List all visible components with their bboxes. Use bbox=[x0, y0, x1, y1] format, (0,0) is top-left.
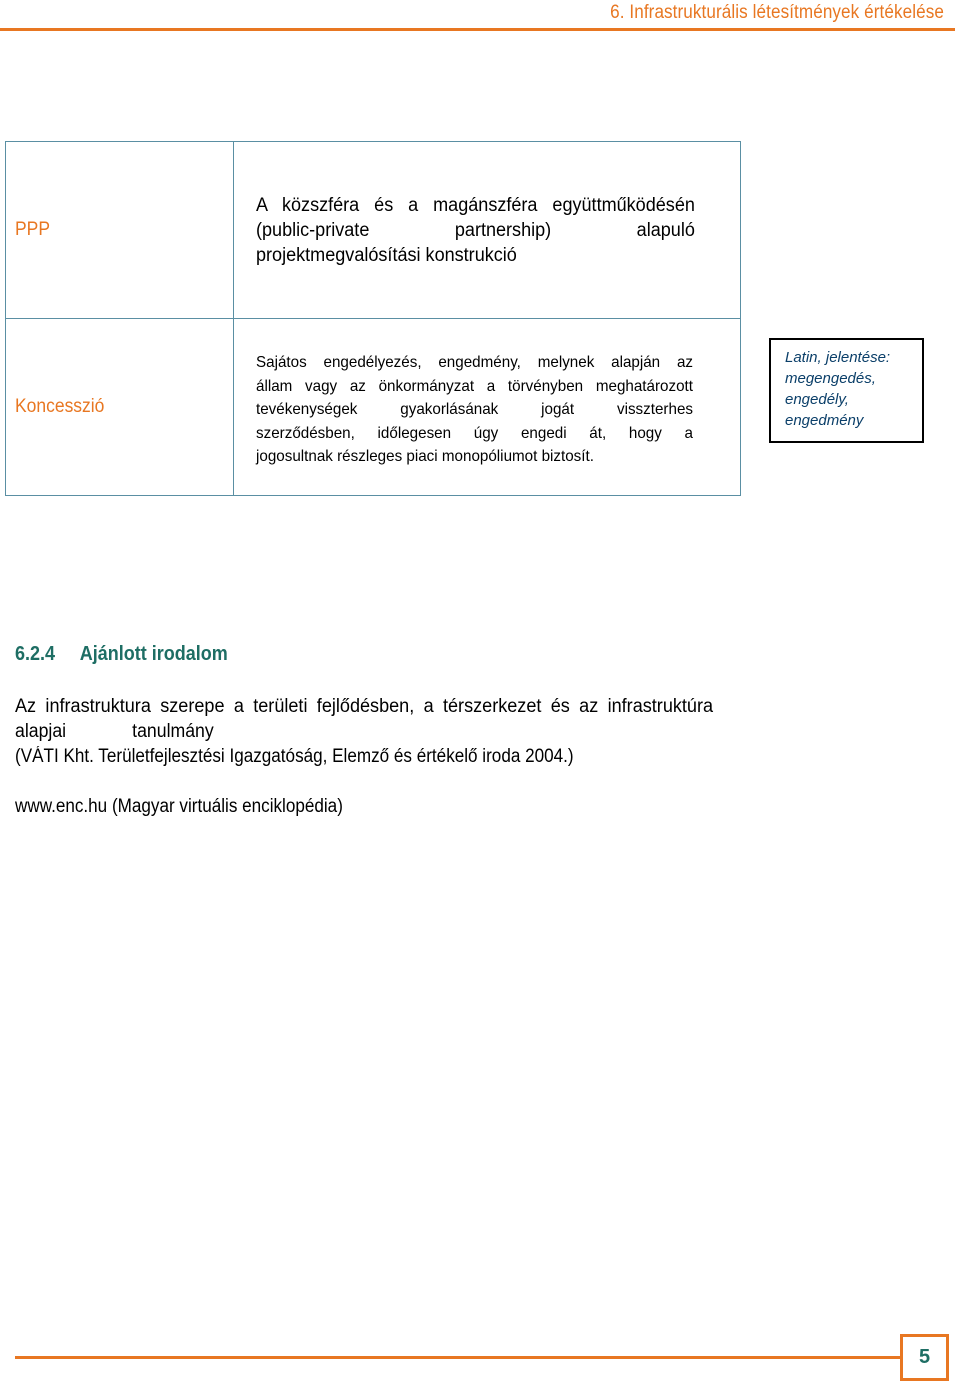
glossary-row bbox=[6, 142, 741, 319]
definition-line: Sajátos engedélyezés, engedmény, melynek alapján az bbox=[256, 354, 693, 372]
definition-line: szerződésben, időlegesen úgy engedi át, hogy a bbox=[256, 424, 693, 442]
definition-line: jogosultnak részleges piaci monopóliumot biztosít. bbox=[256, 448, 594, 466]
margin-note-line: engedmény bbox=[785, 412, 864, 429]
literature-entry-line: (VÁTI Kht. Területfejlesztési Igazgatóság, Elemző és értékelő iroda 2004.) bbox=[15, 746, 574, 767]
glossary-definition bbox=[256, 345, 693, 469]
glossary-definition bbox=[256, 193, 695, 268]
section-number: 6.2.4 bbox=[15, 643, 56, 665]
header-divider bbox=[0, 28, 955, 31]
glossary-term-cell bbox=[6, 319, 234, 496]
margin-note-box bbox=[769, 338, 924, 443]
definition-line: tevékenységek gyakorlásának jogát visszterhes bbox=[256, 401, 693, 419]
footer-divider bbox=[15, 1356, 901, 1359]
running-header-title: 6. Infrastrukturális létesítmények értékelése bbox=[610, 2, 944, 23]
literature-entry-line bbox=[15, 719, 238, 744]
glossary-definition-cell bbox=[234, 319, 741, 496]
literature-entry-link[interactable]: www.enc.hu (Magyar virtuális enciklopédia) bbox=[15, 796, 343, 817]
literature-entry-line: Az infrastruktura szerepe a területi fejlődésben, a térszerkezet és az infrastruktúra bbox=[15, 696, 714, 717]
literature-entry bbox=[15, 694, 713, 769]
margin-note-line: Latin, jelentése: bbox=[785, 349, 891, 366]
definition-line: állam vagy az önkormányzat a törvényben meghatározott bbox=[256, 377, 693, 395]
section-title: Ajánlott irodalom bbox=[79, 643, 228, 665]
glossary-row bbox=[6, 319, 741, 496]
glossary-term: Koncesszió bbox=[15, 396, 105, 417]
margin-note-line: megengedés, bbox=[785, 370, 876, 387]
margin-note-line: engedély, bbox=[785, 391, 849, 408]
glossary-term-cell bbox=[6, 142, 234, 319]
glossary-definition-cell bbox=[234, 142, 741, 319]
glossary-term: PPP bbox=[15, 219, 50, 240]
definition-line: (public-private partnership) alapuló bbox=[256, 219, 695, 241]
glossary-table bbox=[5, 141, 741, 496]
literature-entry-word: alapjai bbox=[15, 721, 67, 742]
page-number: 5 bbox=[918, 1346, 931, 1368]
definition-line: projektmegvalósítási konstrukció bbox=[256, 244, 517, 266]
section-heading bbox=[15, 643, 228, 666]
literature-entry-word: tanulmány bbox=[132, 721, 214, 742]
definition-line: A közszféra és a magánszféra együttműködésén bbox=[256, 194, 695, 216]
page-number-box bbox=[900, 1334, 949, 1381]
